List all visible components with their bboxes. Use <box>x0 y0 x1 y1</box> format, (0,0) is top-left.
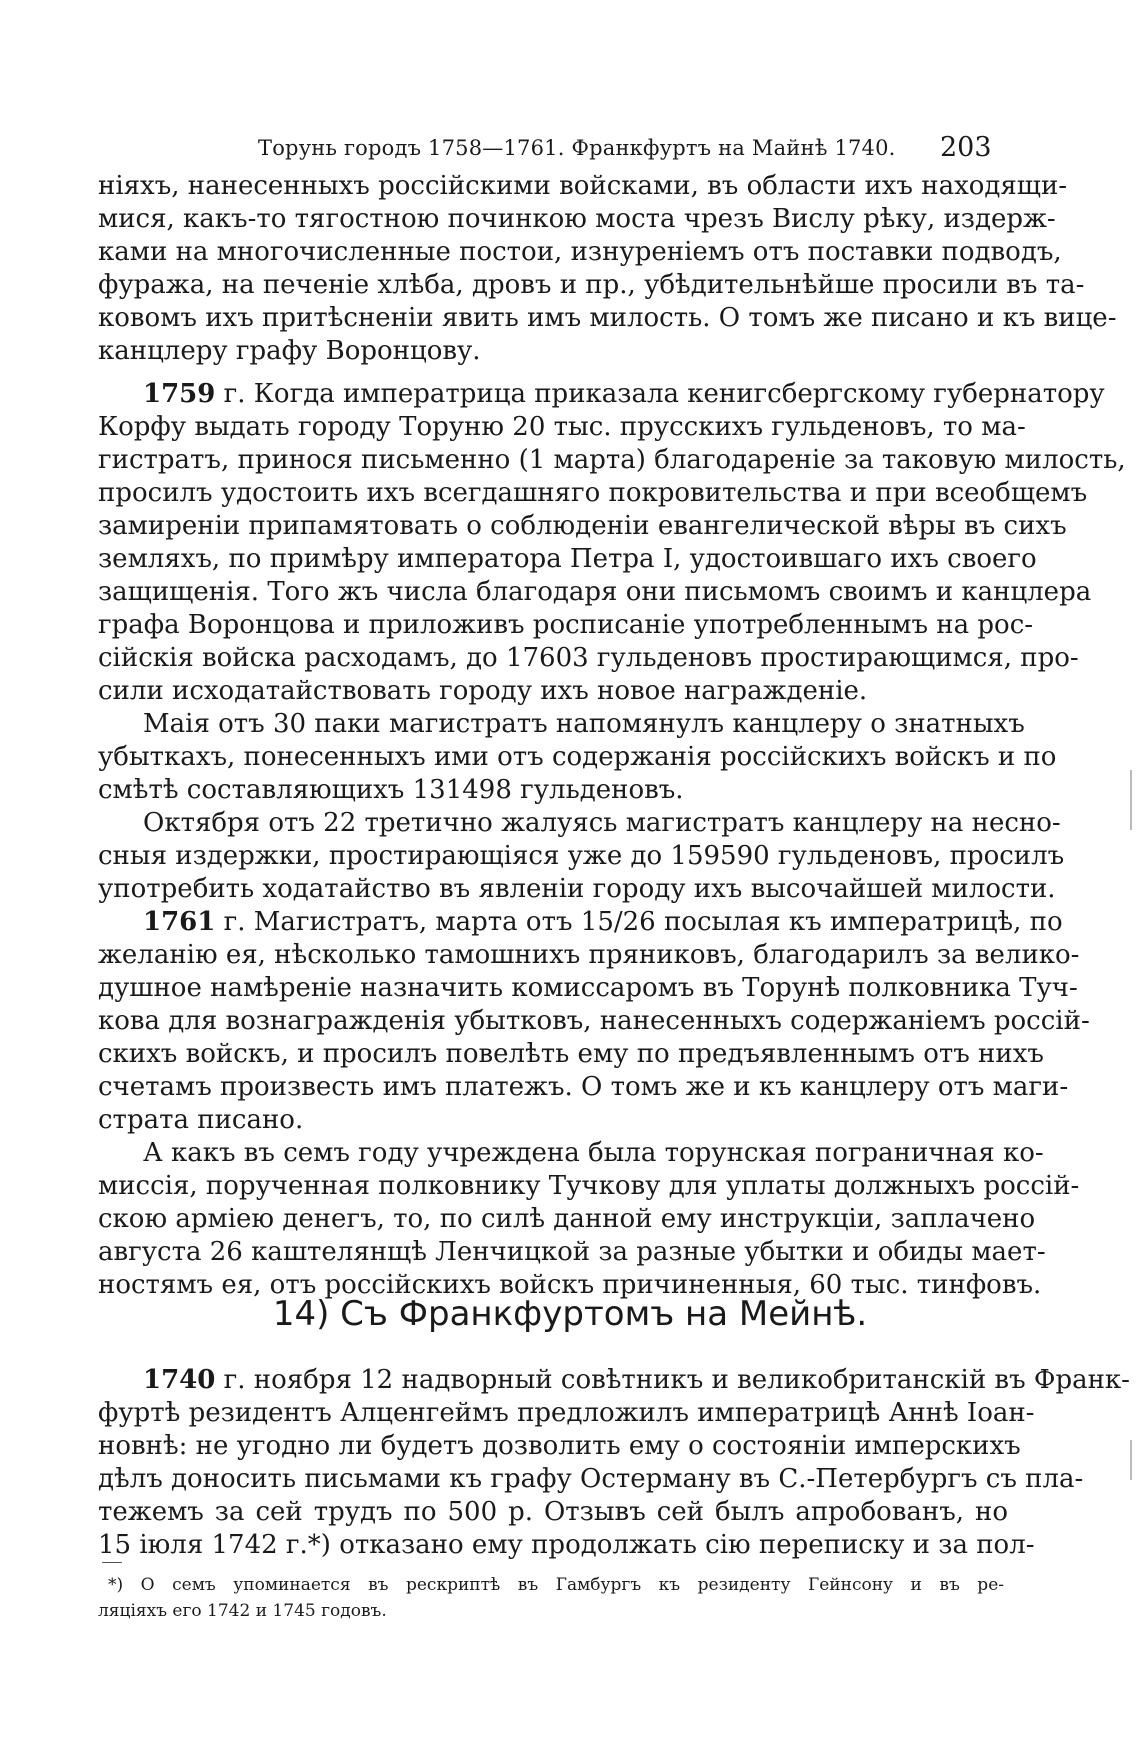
text-line: желанію ея, нѣсколько тамошнихъ пряниковъ, благодарилъ за велико- <box>98 940 1080 970</box>
text-line: смѣтѣ составляющихъ 131498 гульденовъ. <box>98 775 684 805</box>
text-line: ностямъ ея, отъ россійскихъ войскъ причиненныя, 60 тыс. тинфовъ. <box>98 1270 1042 1300</box>
text-line: убыткахъ, понесенныхъ ими отъ содержанія россійскихъ войскъ и по <box>98 742 1057 772</box>
text-line: скихъ войскъ, и просилъ повелѣть ему по предъявленнымъ отъ нихъ <box>98 1039 1044 1069</box>
footnote-rule <box>102 1562 122 1563</box>
year-1761: 1761 <box>143 907 216 937</box>
text-line: просилъ удостоить ихъ всегдашняго покровительства и при всеобщемъ <box>98 478 1088 508</box>
text-line: сили исходатайствовать городу ихъ новое награжденіе. <box>98 676 868 706</box>
footnote-line: ляціяхъ его 1742 и 1745 годовъ. <box>98 1601 387 1621</box>
text-line: Маія отъ 30 паки магистратъ напомянулъ канцлеру о знатныхъ <box>143 709 1025 739</box>
text-line: душное намѣреніе назначить комиссаромъ въ Торунѣ полковника Туч- <box>98 973 1078 1003</box>
scan-mark <box>1130 1440 1132 1480</box>
footnote-line: *) О семъ упоминается въ рескриптѣ въ Гамбургъ къ резиденту Гейнсону и въ ре- <box>108 1575 1004 1595</box>
text-line: графа Воронцова и приложивъ росписаніе употребленнымъ на рос- <box>98 610 1034 640</box>
text-line: ковомъ ихъ притѣсненіи явить имъ милость. О томъ же писано и къ вице- <box>98 303 1117 333</box>
text-line: ками на многочисленные постои, изнуреніемъ отъ поставки подводъ, <box>98 237 1062 267</box>
scan-mark <box>1130 770 1132 830</box>
page-number: 203 <box>940 132 992 163</box>
text-line: гистратъ, принося письменно (1 марта) благодареніе за таковую милость, <box>98 445 1126 475</box>
section-heading: 14) Съ Франкфуртомъ на Мейнѣ. <box>272 1294 868 1334</box>
text-line: новнѣ: не угодно ли будетъ дозволить ему о состояніи имперскихъ <box>98 1431 1021 1461</box>
text-line: 1740 г. ноября 12 надворный совѣтникъ и великобританскій въ Франк- <box>143 1365 1130 1395</box>
text-line: счетамъ произвесть имъ платежъ. О томъ же и къ канцлеру отъ маги- <box>98 1072 1069 1102</box>
text-line: фуража, на печеніе хлѣба, дровъ и пр., убѣдительнѣйше просили въ та- <box>98 270 1085 300</box>
text-line: сійскія войска расходамъ, до 17603 гульденовъ простирающимся, про- <box>98 643 1079 673</box>
running-title: Торунь городъ 1758—1761. Франкфуртъ на Майнѣ 1740. <box>258 136 896 160</box>
text-line: 1759 г. Когда императрица приказала кенигсбергскому губернатору <box>143 379 1105 409</box>
text-line: миссія, порученная полковнику Тучкову для уплаты должныхъ россій- <box>98 1171 1080 1201</box>
text-line: А какъ въ семъ году учреждена была торунская пограничная ко- <box>143 1138 1044 1168</box>
text-line: мися, какъ-то тягостною починкою моста чрезъ Вислу рѣку, издерж- <box>98 204 1056 234</box>
text-line: фуртѣ резидентъ Алценгеймъ предложилъ императрицѣ Аннѣ Іоан- <box>98 1398 1035 1428</box>
text-line: земляхъ, по примѣру императора Петра I, удостоившаго ихъ своего <box>98 544 1037 574</box>
text-line: кова для вознагражденія убытковъ, нанесенныхъ содержаніемъ россій- <box>98 1006 1090 1036</box>
text-line: тежемъ за сей трудъ по 500 р. Отзывъ сей былъ апробованъ, но <box>98 1497 1008 1527</box>
text-line: замиреніи припамятовать о соблюденіи евангелической вѣры въ сихъ <box>98 511 1067 541</box>
year-1759: 1759 <box>143 379 216 409</box>
year-1740: 1740 <box>143 1365 216 1395</box>
text-line: 15 іюля 1742 г.*) отказано ему продолжать сію переписку и за пол- <box>98 1530 1035 1560</box>
text-line: скою арміею денегъ, то, по силѣ данной ему инструкціи, заплачено <box>98 1204 1036 1234</box>
text-line: Корфу выдать городу Торуню 20 тыс. прусскихъ гульденовъ, то ма- <box>98 412 1026 442</box>
text-line: ніяхъ, нанесенныхъ россійскими войсками, въ области ихъ находящи- <box>98 171 1068 201</box>
text-line: Октября отъ 22 третично жалуясь магистратъ канцлеру на несно- <box>143 808 1061 838</box>
text-line: 1761 г. Магистратъ, марта отъ 15/26 посылая къ императрицѣ, по <box>143 907 1063 937</box>
text-line: страта писано. <box>98 1105 304 1135</box>
text-line: защищенія. Того жъ числа благодаря они письмомъ своимъ и канцлера <box>98 577 1092 607</box>
text-line: дѣлъ доносить письмами къ графу Остерману въ С.-Петербургъ съ пла- <box>98 1464 1084 1494</box>
text-line: сныя издержки, простирающіяся уже до 159590 гульденовъ, просилъ <box>98 841 1065 871</box>
text-line: августа 26 каштелянщѣ Ленчицкой за разные убытки и обиды мает- <box>98 1237 1046 1267</box>
text-line: канцлеру графу Воронцову. <box>98 336 481 366</box>
text-line: употребить ходатайство въ явленіи городу ихъ высочайшей милости. <box>98 874 1056 904</box>
